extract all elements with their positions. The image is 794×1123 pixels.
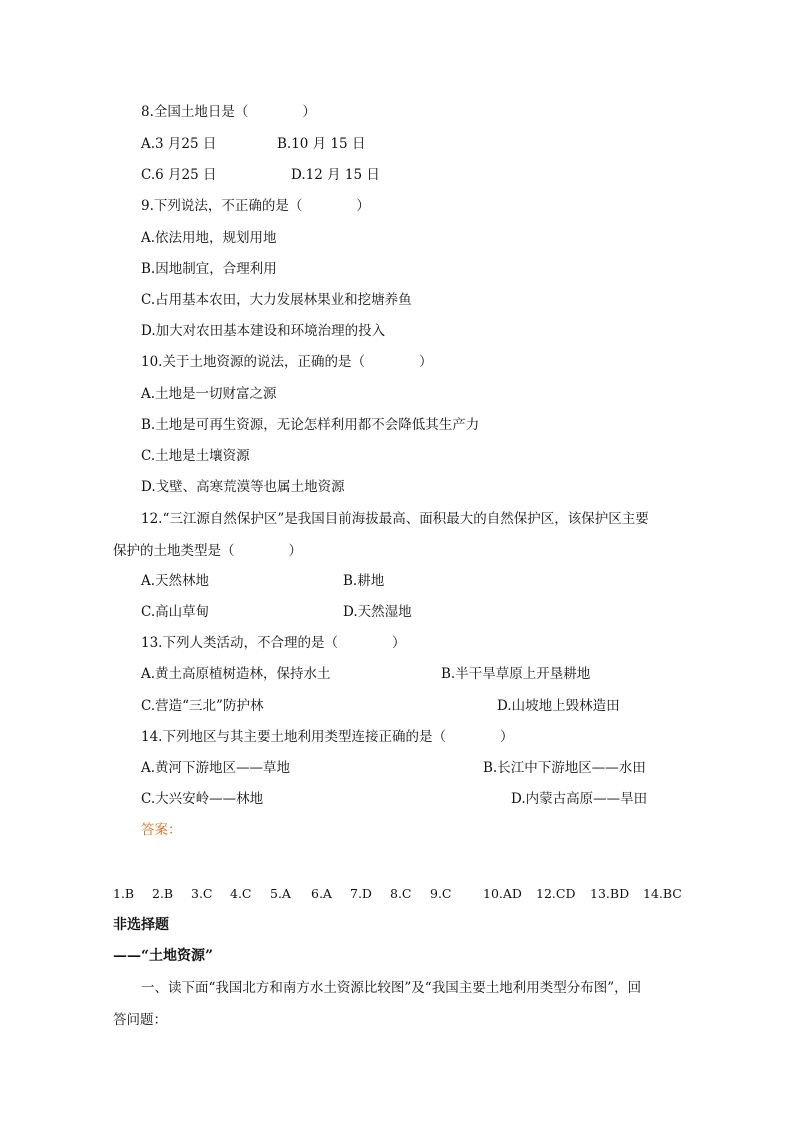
question-9-option-c: C.占用基本农田，大力发展林果业和挖塘养鱼 bbox=[141, 292, 412, 308]
intro-line-1: 一、读下面“我国北方和南方水土资源比较图”及“我国主要土地利用类型分布图”，回 bbox=[141, 980, 642, 996]
question-13-stem: 13.下列人类活动，不合理的是（ ） bbox=[141, 635, 406, 651]
question-8-option-d: D.12 月 15 日 bbox=[291, 167, 380, 183]
question-12-stem-line1: 12.“三江源自然保护区”是我国目前海拔最高、面积最大的自然保护区，该保护区主要 bbox=[141, 511, 649, 527]
question-14-option-c: C.大兴安岭——林地 bbox=[141, 791, 264, 807]
question-12-stem-line2: 保护的土地类型是（ ） bbox=[113, 543, 302, 559]
question-9-stem: 9.下列说法，不正确的是（ ） bbox=[141, 198, 370, 214]
answer-item: 10.AD bbox=[483, 886, 522, 901]
question-12-option-d: D.天然湿地 bbox=[343, 604, 412, 620]
section-title: 非选择题 bbox=[113, 917, 169, 933]
section-subtitle: ——“土地资源” bbox=[113, 948, 214, 964]
question-8-option-b: B.10 月 15 日 bbox=[277, 136, 366, 152]
question-14-option-d: D.内蒙古高原——旱田 bbox=[511, 791, 648, 807]
question-12-option-c: C.高山草甸 bbox=[141, 604, 210, 620]
question-10-option-c: C.土地是土壤资源 bbox=[141, 448, 250, 464]
question-10-option-b: B.土地是可再生资源，无论怎样利用都不会降低其生产力 bbox=[141, 417, 480, 433]
question-13-option-d: D.山坡地上毁林造田 bbox=[497, 698, 620, 714]
question-13-option-b: B.半干旱草原上开垦耕地 bbox=[441, 666, 591, 682]
answer-item: 3.C bbox=[191, 886, 213, 901]
answer-item: 9.C bbox=[430, 886, 452, 901]
question-9-option-b: B.因地制宜，合理利用 bbox=[141, 261, 277, 277]
question-9-option-d: D.加大对农田基本建设和环境治理的投入 bbox=[141, 323, 386, 339]
answer-item: 12.CD bbox=[536, 886, 576, 901]
question-10-option-a: A.土地是一切财富之源 bbox=[141, 386, 277, 402]
question-9-option-a: A.依法用地，规划用地 bbox=[141, 230, 277, 246]
question-8-stem: 8.全国土地日是（ ） bbox=[141, 104, 316, 120]
question-14-stem: 14.下列地区与其主要土地利用类型连接正确的是（ ） bbox=[141, 729, 514, 745]
question-12-option-b: B.耕地 bbox=[343, 573, 385, 589]
answer-item: 13.BD bbox=[590, 886, 630, 901]
answer-item: 4.C bbox=[230, 886, 252, 901]
answer-item: 6.A bbox=[311, 886, 332, 901]
question-10-stem: 10.关于土地资源的说法，正确的是（ ） bbox=[141, 354, 433, 370]
intro-line-2: 答问题： bbox=[113, 1012, 167, 1028]
answer-item: 5.A bbox=[270, 886, 291, 901]
answer-label: 答案： bbox=[141, 822, 182, 838]
question-8-option-a: A.3 月25 日 bbox=[141, 136, 217, 152]
answer-item: 14.BC bbox=[643, 886, 682, 901]
question-8-option-c: C.6 月25 日 bbox=[141, 167, 217, 183]
answer-item: 7.D bbox=[350, 886, 372, 901]
answer-item: 1.B bbox=[113, 886, 135, 901]
answer-item: 8.C bbox=[390, 886, 412, 901]
question-12-option-a: A.天然林地 bbox=[141, 573, 210, 589]
question-14-option-b: B.长江中下游地区——水田 bbox=[483, 760, 646, 776]
question-10-option-d: D.戈壁、高寒荒漠等也属土地资源 bbox=[141, 479, 345, 495]
question-14-option-a: A.黄河下游地区——草地 bbox=[141, 760, 291, 776]
question-13-option-c: C.营造“三北”防护林 bbox=[141, 698, 264, 714]
question-13-option-a: A.黄土高原植树造林，保持水土 bbox=[141, 666, 331, 682]
answer-item: 2.B bbox=[152, 886, 174, 901]
